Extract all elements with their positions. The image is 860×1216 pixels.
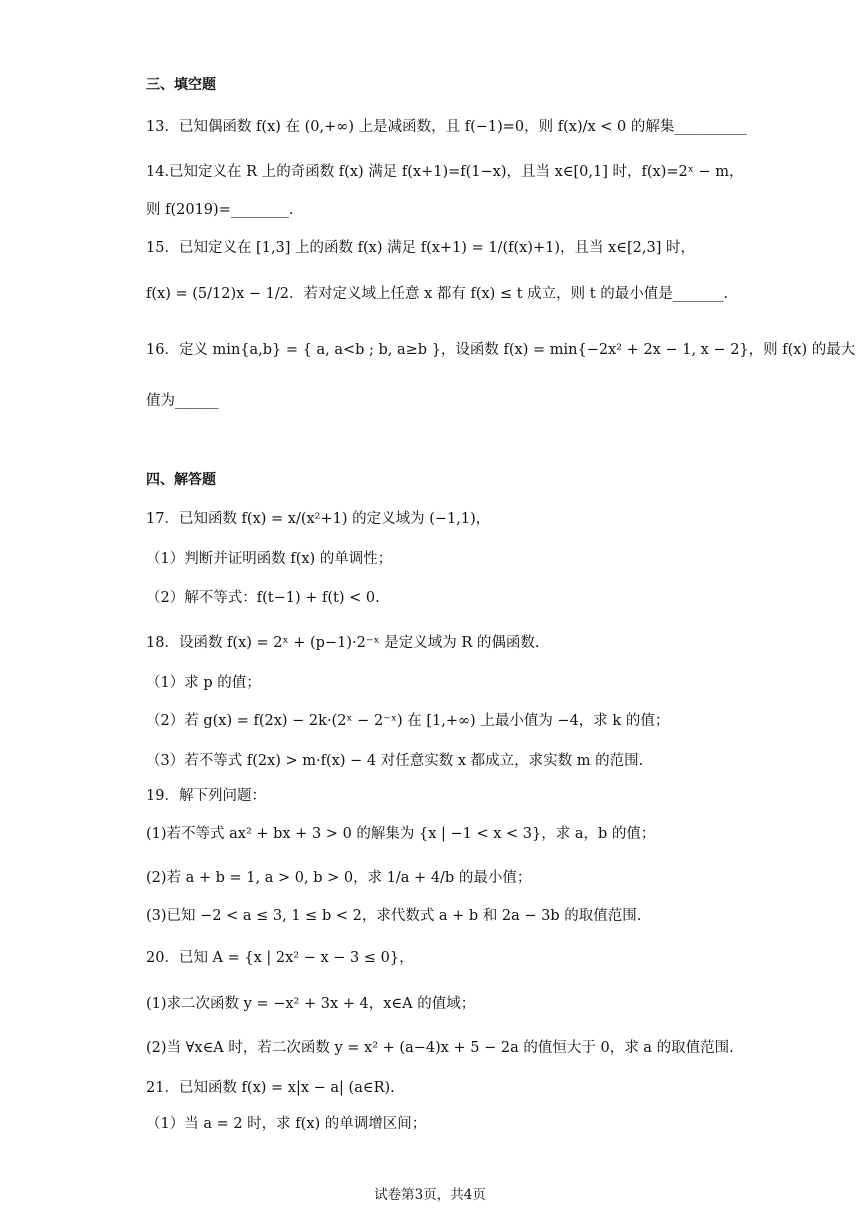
- question-20-stem: 20．已知 A = {x | 2x² − x − 3 ≤ 0}，: [146, 950, 414, 966]
- question-18-part-3: （3）若不等式 f(2x) > m·f(x) − 4 对任意实数 x 都成立，求实数 m 的范围.: [146, 753, 644, 769]
- question-19-part-3: (3)已知 −2 < a ≤ 3, 1 ≤ b < 2，求代数式 a + b 和 2a − 3b 的取值范围.: [146, 908, 642, 924]
- question-14-line-1: 14.已知定义在 R 上的奇函数 f(x) 满足 f(x+1)=f(1−x)，且当 x∈[0,1] 时，f(x)=2ˣ − m，: [146, 164, 744, 180]
- question-17-part-2: （2）解不等式：f(t−1) + f(t) < 0.: [146, 590, 380, 606]
- question-18-part-2: （2）若 g(x) = f(2x) − 2k·(2ˣ − 2⁻ˣ) 在 [1,+∞) 上最小值为 −4，求 k 的值；: [146, 713, 670, 729]
- section-title-solutions: 四、解答题: [146, 472, 216, 488]
- question-21-stem: 21．已知函数 f(x) = x|x − a| (a∈R).: [146, 1080, 395, 1096]
- question-20-part-2: (2)当 ∀x∈A 时，若二次函数 y = x² + (a−4)x + 5 − 2a 的值恒大于 0，求 a 的取值范围.: [146, 1040, 734, 1056]
- question-19-part-2: (2)若 a + b = 1, a > 0, b > 0，求 1/a + 4/b 的最小值；: [146, 870, 532, 886]
- question-15-line-1: 15．已知定义在 [1,3] 上的函数 f(x) 满足 f(x+1) = 1/(f(x)+1)，且当 x∈[2,3] 时，: [146, 240, 695, 256]
- question-17-stem: 17．已知函数 f(x) = x/(x²+1) 的定义域为 (−1,1)，: [146, 511, 491, 527]
- question-16-line-1: 16．定义 min{a,b} = { a, a<b ; b, a≥b }，设函数 f(x) = min{−2x² + 2x − 1, x − 2}，则 f(x) 的最大: [146, 342, 856, 358]
- question-19-part-1: (1)若不等式 ax² + bx + 3 > 0 的解集为 {x | −1 < x < 3}，求 a，b 的值；: [146, 826, 656, 842]
- question-14-line-2: 则 f(2019)=________.: [146, 202, 294, 218]
- question-18-part-1: （1）求 p 的值；: [146, 675, 261, 691]
- question-17-part-1: （1）判断并证明函数 f(x) 的单调性；: [146, 551, 393, 567]
- question-21-part-1: （1）当 a = 2 时，求 f(x) 的单调增区间；: [146, 1116, 427, 1132]
- question-15-line-2: f(x) = (5/12)x − 1/2．若对定义域上任意 x 都有 f(x) ≤ t 成立，则 t 的最小值是_______.: [146, 286, 729, 302]
- page-footer: 试卷第3页，共4页: [374, 1187, 486, 1203]
- question-19-stem: 19．解下列问题：: [146, 788, 266, 804]
- question-16-line-2: 值为______: [146, 393, 219, 409]
- question-13: 13．已知偶函数 f(x) 在 (0,+∞) 上是减函数，且 f(−1)=0，则 f(x)/x < 0 的解集__________: [146, 119, 747, 135]
- section-title-fill-blank: 三、填空题: [146, 77, 216, 93]
- question-18-stem: 18．设函数 f(x) = 2ˣ + (p−1)·2⁻ˣ 是定义域为 R 的偶函数.: [146, 635, 540, 651]
- question-20-part-1: (1)求二次函数 y = −x² + 3x + 4，x∈A 的值域；: [146, 996, 476, 1012]
